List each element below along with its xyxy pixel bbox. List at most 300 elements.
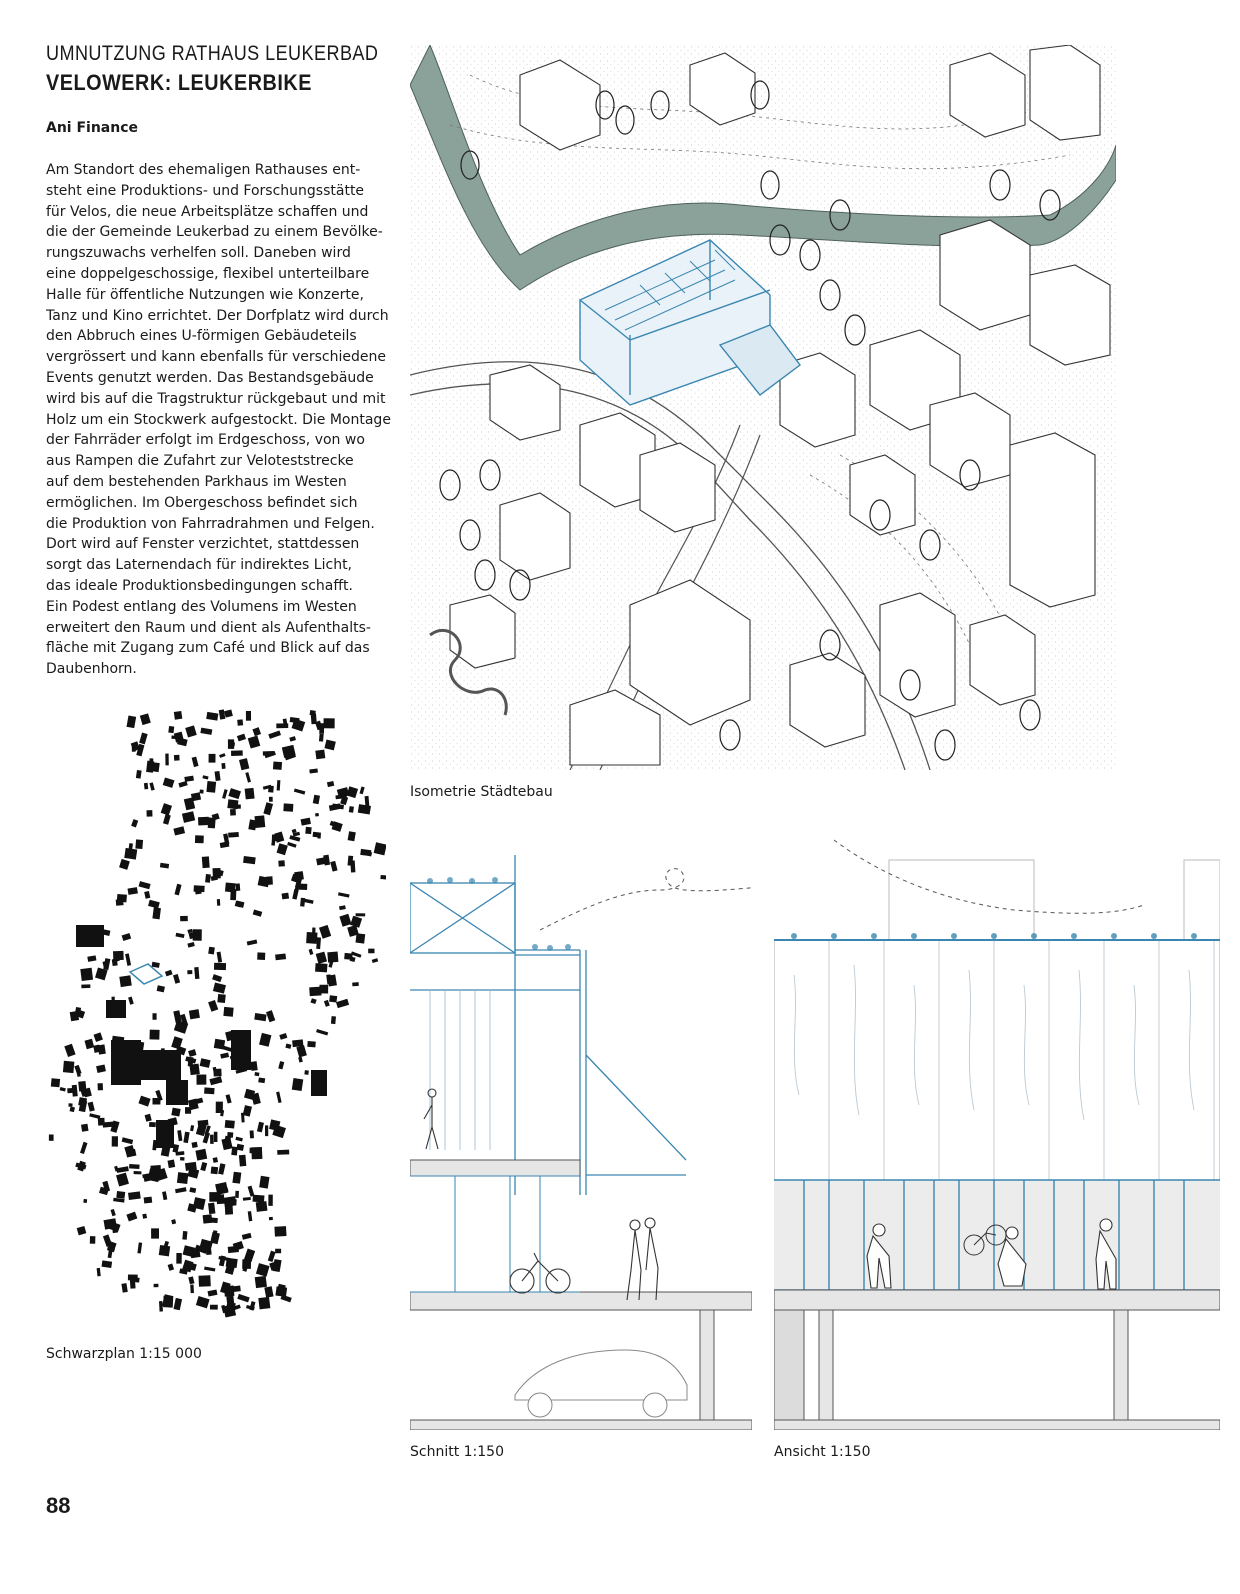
building-footprint bbox=[80, 968, 93, 981]
building-footprint bbox=[168, 1160, 176, 1169]
building-footprint bbox=[173, 1010, 181, 1023]
building-footprint bbox=[255, 815, 266, 828]
building-footprint bbox=[245, 772, 251, 782]
building-footprint bbox=[185, 1162, 197, 1171]
building-footprint bbox=[315, 750, 325, 760]
building-footprint bbox=[374, 842, 386, 855]
building-footprint bbox=[214, 963, 226, 970]
text-line: sorgt das Laternendach für indirektes Licht, bbox=[46, 557, 353, 574]
building-footprint bbox=[315, 963, 327, 972]
building-footprint bbox=[315, 813, 319, 816]
building-footprint bbox=[67, 1088, 74, 1093]
building-footprint bbox=[237, 719, 243, 725]
building-footprint bbox=[206, 712, 218, 721]
building-footprint bbox=[98, 1118, 105, 1126]
building-footprint bbox=[78, 1081, 86, 1092]
building-footprint bbox=[129, 1164, 140, 1169]
building-footprint bbox=[250, 1061, 257, 1071]
text-line: rungszuwachs verhelfen soll. Daneben wird bbox=[46, 245, 351, 262]
building-footprint bbox=[278, 1061, 284, 1069]
building-footprint bbox=[182, 1231, 187, 1240]
building-footprint bbox=[306, 932, 317, 944]
building-footprint bbox=[236, 883, 241, 891]
building-footprint bbox=[231, 1030, 251, 1070]
building-footprint bbox=[248, 1211, 253, 1221]
building-footprint bbox=[127, 716, 137, 729]
building-footprint bbox=[276, 723, 288, 728]
building-footprint bbox=[200, 728, 212, 735]
building-footprint bbox=[166, 1080, 188, 1105]
building-footprint bbox=[128, 1191, 141, 1200]
building-footprint bbox=[187, 970, 192, 974]
building-footprint bbox=[329, 995, 337, 1002]
building-footprint bbox=[310, 998, 316, 1004]
figure-ground-plan bbox=[46, 700, 386, 1320]
text-line: Halle für öffentliche Nutzungen wie Konzerte, bbox=[46, 286, 364, 303]
building-footprint bbox=[365, 796, 370, 806]
building-footprint bbox=[336, 999, 349, 1008]
building-footprint bbox=[226, 1094, 232, 1103]
building-footprint bbox=[97, 1268, 101, 1277]
building-footprint bbox=[116, 1173, 129, 1187]
building-footprint bbox=[98, 1044, 106, 1054]
building-footprint bbox=[135, 839, 143, 849]
building-footprint bbox=[174, 711, 183, 720]
building-footprint bbox=[146, 761, 154, 773]
building-footprint bbox=[217, 952, 223, 963]
building-footprint bbox=[218, 1163, 225, 1175]
building-footprint bbox=[264, 1286, 273, 1297]
building-footprint bbox=[289, 736, 296, 741]
building-footprint bbox=[275, 953, 286, 960]
building-footprint bbox=[165, 754, 168, 766]
building-footprint bbox=[255, 1276, 267, 1288]
building-footprint bbox=[106, 1000, 126, 1018]
building-footprint bbox=[209, 1192, 220, 1202]
building-footprint bbox=[225, 1198, 237, 1205]
building-footprint bbox=[276, 1092, 282, 1104]
building-footprint bbox=[165, 970, 173, 977]
text-line: das ideale Produktionsbedingungen schafft. bbox=[46, 577, 353, 594]
building-footprint bbox=[162, 1191, 167, 1200]
building-footprint bbox=[87, 955, 96, 961]
text-line: Ein Podest entlang des Volumens im Westen bbox=[46, 598, 357, 615]
building-footprint bbox=[149, 782, 154, 790]
building-footprint bbox=[259, 1033, 271, 1047]
building-footprint bbox=[266, 1010, 275, 1022]
building-footprint bbox=[137, 1242, 142, 1253]
building-footprint bbox=[208, 1203, 215, 1214]
building-footprint bbox=[128, 997, 134, 1005]
building-footprint bbox=[338, 892, 350, 897]
building-footprint bbox=[195, 835, 204, 843]
building-footprint bbox=[116, 1166, 128, 1173]
building-footprint bbox=[104, 1218, 117, 1229]
building-footprint bbox=[225, 1205, 233, 1214]
building-footprint bbox=[257, 1122, 264, 1133]
building-footprint bbox=[111, 1209, 116, 1216]
text-line: für Velos, die neue Arbeitsplätze schaffen und bbox=[46, 203, 369, 220]
building-footprint bbox=[246, 711, 251, 721]
building-footprint bbox=[192, 757, 199, 767]
building-footprint bbox=[254, 1072, 259, 1076]
building-footprint bbox=[200, 790, 204, 794]
building-footprint bbox=[160, 863, 169, 869]
building-footprint bbox=[219, 753, 225, 758]
building-footprint bbox=[154, 1284, 159, 1287]
building-footprint bbox=[223, 1046, 232, 1052]
building-footprint bbox=[210, 1135, 214, 1144]
building-footprint bbox=[252, 727, 261, 736]
building-footprint bbox=[177, 1172, 188, 1184]
building-footprint bbox=[277, 780, 281, 790]
building-footprint bbox=[237, 1294, 249, 1302]
building-footprint bbox=[184, 776, 194, 782]
text-line: der Fahrräder erfolgt im Erdgeschoss, von wo bbox=[46, 432, 365, 449]
text-line: wird bis auf die Tragstruktur rückgebaut und mit bbox=[46, 390, 386, 407]
building-footprint bbox=[265, 1125, 268, 1136]
building-footprint bbox=[202, 856, 210, 868]
building-footprint bbox=[254, 1013, 266, 1021]
building-footprint bbox=[256, 1263, 270, 1277]
text-line: die der Gemeinde Leukerbad zu einem Bevölke- bbox=[46, 224, 383, 241]
building-footprint bbox=[274, 1226, 286, 1237]
building-footprint bbox=[292, 889, 298, 900]
building-footprint bbox=[245, 788, 255, 800]
building-footprint bbox=[244, 1249, 255, 1262]
building-footprint bbox=[204, 1267, 215, 1272]
text-line: Am Standort des ehemaligen Rathauses ent- bbox=[46, 162, 361, 178]
building-footprint bbox=[150, 1165, 161, 1177]
building-footprint bbox=[144, 1197, 153, 1204]
building-footprint bbox=[183, 1245, 196, 1257]
building-footprint bbox=[313, 795, 320, 804]
building-footprint bbox=[49, 1135, 54, 1141]
text-line: den Abbruch eines U-förmigen Gebäudeteils bbox=[46, 328, 357, 345]
building-footprint bbox=[217, 899, 220, 906]
building-footprint bbox=[176, 933, 185, 938]
building-footprint bbox=[329, 803, 341, 811]
building-footprint bbox=[275, 1249, 281, 1254]
building-footprint bbox=[180, 1157, 184, 1161]
text-line: ermöglichen. Im Obergeschoss befindet sich bbox=[46, 494, 358, 511]
building-footprint bbox=[239, 1155, 246, 1167]
building-footprint bbox=[196, 1296, 210, 1308]
building-footprint bbox=[224, 710, 233, 718]
building-footprint bbox=[150, 1030, 160, 1040]
building-footprint bbox=[90, 1236, 96, 1244]
building-footprint bbox=[298, 1057, 303, 1063]
building-footprint bbox=[183, 1132, 189, 1143]
building-footprint bbox=[174, 884, 181, 896]
building-footprint bbox=[116, 899, 124, 906]
building-footprint bbox=[177, 1130, 182, 1141]
building-footprint bbox=[360, 787, 365, 795]
section-drawing bbox=[410, 855, 752, 1430]
text-line: aus Rampen die Zufahrt zur Veloteststrecke bbox=[46, 453, 354, 470]
building-footprint bbox=[259, 1176, 269, 1189]
building-footprint bbox=[352, 982, 359, 986]
building-footprint bbox=[96, 1064, 106, 1072]
building-footprint bbox=[206, 781, 216, 793]
building-footprint bbox=[173, 1298, 182, 1310]
building-footprint bbox=[239, 758, 249, 770]
building-footprint bbox=[51, 1078, 60, 1087]
building-footprint bbox=[112, 959, 118, 966]
building-footprint bbox=[256, 1201, 268, 1212]
building-footprint bbox=[258, 1078, 265, 1084]
building-footprint bbox=[258, 1297, 270, 1309]
building-footprint bbox=[140, 713, 151, 725]
building-footprint bbox=[197, 1075, 207, 1085]
building-footprint bbox=[168, 726, 174, 733]
building-footprint bbox=[287, 842, 296, 848]
building-footprint bbox=[243, 1197, 251, 1201]
building-footprint bbox=[225, 883, 236, 893]
building-footprint bbox=[88, 1102, 95, 1112]
building-footprint bbox=[112, 1136, 118, 1146]
caption-isometrie: Isometrie Städtebau bbox=[410, 784, 553, 800]
building-footprint bbox=[253, 910, 263, 917]
building-footprint bbox=[188, 1057, 194, 1067]
building-footprint bbox=[141, 1050, 181, 1080]
building-footprint bbox=[221, 763, 225, 769]
text-line: auf dem bestehenden Parkhaus im Westen bbox=[46, 473, 347, 490]
building-footprint bbox=[211, 1167, 219, 1175]
building-footprint bbox=[251, 1147, 262, 1159]
building-footprint bbox=[214, 1132, 218, 1142]
building-footprint bbox=[349, 806, 354, 813]
building-footprint bbox=[297, 884, 307, 891]
building-footprint bbox=[144, 891, 150, 899]
caption-schnitt: Schnitt 1:150 bbox=[410, 1444, 504, 1460]
building-footprint bbox=[151, 1228, 159, 1238]
building-footprint bbox=[311, 713, 317, 724]
building-footprint bbox=[248, 736, 261, 749]
building-footprint bbox=[173, 974, 180, 984]
building-footprint bbox=[189, 1009, 200, 1019]
building-footprint bbox=[269, 1217, 273, 1220]
building-footprint bbox=[152, 962, 160, 968]
building-footprint bbox=[85, 1039, 95, 1049]
building-footprint bbox=[94, 1032, 103, 1042]
building-footprint bbox=[134, 1171, 142, 1174]
building-footprint bbox=[113, 951, 124, 960]
text-line: erweitert den Raum und dient als Aufenthalts- bbox=[46, 619, 371, 636]
building-footprint bbox=[253, 1195, 265, 1203]
building-footprint bbox=[237, 734, 246, 742]
building-footprint bbox=[278, 860, 285, 866]
building-footprint bbox=[156, 1120, 174, 1148]
building-footprint bbox=[220, 1053, 229, 1059]
building-footprint bbox=[266, 876, 273, 885]
building-footprint bbox=[187, 942, 194, 948]
building-footprint bbox=[119, 975, 131, 987]
building-footprint bbox=[307, 1041, 315, 1047]
building-footprint bbox=[131, 819, 138, 827]
building-footprint bbox=[213, 1157, 218, 1163]
building-footprint bbox=[163, 814, 171, 825]
building-footprint bbox=[268, 730, 281, 738]
text-line: Dort wird auf Fenster verzichtet, stattdessen bbox=[46, 536, 360, 553]
building-footprint bbox=[122, 1137, 134, 1144]
building-footprint bbox=[304, 1070, 309, 1075]
building-footprint bbox=[309, 987, 321, 997]
building-footprint bbox=[176, 1253, 182, 1264]
building-footprint bbox=[195, 1149, 207, 1161]
building-footprint bbox=[209, 754, 216, 763]
building-footprint bbox=[139, 881, 151, 889]
building-footprint bbox=[213, 1069, 221, 1077]
building-footprint bbox=[126, 1212, 137, 1222]
text-line: vergrössert und kann ebenfalls für verschiedene bbox=[46, 349, 386, 366]
building-footprint bbox=[194, 967, 199, 979]
building-footprint bbox=[235, 1137, 243, 1142]
project-kicker: UMNUTZUNG RATHAUS LEUKERBAD bbox=[46, 42, 379, 65]
building-footprint bbox=[102, 1260, 113, 1268]
building-footprint bbox=[235, 901, 244, 908]
building-footprint bbox=[193, 929, 202, 940]
building-footprint bbox=[152, 907, 161, 919]
building-footprint bbox=[194, 885, 205, 892]
building-footprint bbox=[148, 900, 160, 909]
text-line: Holz um ein Stockwerk aufgestockt. Die Montage bbox=[46, 411, 391, 428]
building-footprint bbox=[189, 1187, 196, 1193]
building-footprint bbox=[294, 871, 304, 880]
building-footprint bbox=[112, 1228, 117, 1233]
building-footprint bbox=[268, 1195, 272, 1206]
text-line: eine doppelgeschossige, flexibel unterteilbare bbox=[46, 265, 370, 282]
building-footprint bbox=[208, 1289, 218, 1296]
building-footprint bbox=[111, 1040, 141, 1085]
building-footprint bbox=[83, 1199, 87, 1203]
building-footprint bbox=[139, 733, 148, 745]
building-footprint bbox=[190, 1285, 194, 1294]
building-footprint bbox=[81, 1124, 89, 1132]
building-footprint bbox=[63, 1061, 74, 1073]
building-footprint bbox=[119, 859, 130, 870]
building-footprint bbox=[279, 1033, 287, 1040]
building-footprint bbox=[231, 1147, 237, 1156]
building-footprint bbox=[205, 874, 211, 883]
building-footprint bbox=[145, 1114, 152, 1122]
building-footprint bbox=[173, 826, 185, 835]
building-footprint bbox=[208, 947, 215, 955]
building-footprint bbox=[136, 770, 142, 779]
building-footprint bbox=[74, 1065, 81, 1075]
building-footprint bbox=[208, 1000, 218, 1012]
building-footprint bbox=[233, 805, 241, 809]
project-title: VELOWERK: LEUKERBIKE bbox=[46, 70, 313, 95]
caption-schwarzplan: Schwarzplan 1:15 000 bbox=[46, 1346, 202, 1362]
building-footprint bbox=[339, 914, 351, 927]
building-footprint bbox=[116, 1191, 125, 1199]
building-footprint bbox=[350, 957, 356, 963]
building-footprint bbox=[304, 899, 314, 904]
building-footprint bbox=[285, 1044, 291, 1049]
building-footprint bbox=[330, 861, 337, 872]
building-footprint bbox=[217, 994, 225, 1003]
building-footprint bbox=[305, 827, 311, 834]
building-footprint bbox=[380, 875, 386, 880]
text-line: Daubenhorn. bbox=[46, 661, 137, 678]
building-footprint bbox=[80, 1142, 87, 1154]
text-line: steht eine Produktions- und Forschungsstätte bbox=[46, 182, 365, 199]
building-footprint bbox=[203, 1214, 213, 1223]
building-footprint bbox=[157, 985, 165, 992]
building-footprint bbox=[76, 925, 104, 947]
text-line: die Produktion von Fahrradrahmen und Felgen. bbox=[46, 515, 375, 532]
building-footprint bbox=[348, 856, 354, 866]
text-line: Tanz und Kino errichtet. Der Dorfplatz wird durch bbox=[46, 307, 389, 324]
building-footprint bbox=[128, 887, 138, 895]
building-footprint bbox=[153, 1013, 157, 1020]
building-footprint bbox=[351, 951, 362, 957]
building-footprint bbox=[188, 1276, 194, 1284]
building-footprint bbox=[177, 738, 188, 747]
building-footprint bbox=[98, 1083, 104, 1090]
building-footprint bbox=[339, 905, 346, 910]
building-footprint bbox=[228, 788, 241, 799]
building-footprint bbox=[175, 1187, 187, 1193]
building-footprint bbox=[257, 952, 265, 960]
building-footprint bbox=[77, 1226, 87, 1235]
building-footprint bbox=[202, 775, 208, 779]
building-footprint bbox=[149, 1122, 156, 1127]
building-footprint bbox=[161, 803, 172, 815]
building-footprint bbox=[68, 1103, 72, 1106]
building-footprint bbox=[277, 843, 288, 855]
building-footprint bbox=[327, 781, 334, 787]
building-footprint bbox=[316, 952, 327, 964]
building-footprint bbox=[213, 983, 226, 994]
building-footprint bbox=[222, 789, 228, 799]
building-footprint bbox=[294, 789, 305, 795]
building-footprint bbox=[296, 1045, 307, 1057]
building-footprint bbox=[185, 725, 197, 737]
building-footprint bbox=[243, 856, 256, 864]
building-footprint bbox=[324, 1000, 330, 1007]
building-footprint bbox=[199, 1275, 211, 1287]
building-footprint bbox=[228, 739, 234, 749]
building-footprint bbox=[242, 1233, 252, 1240]
building-footprint bbox=[223, 1007, 233, 1017]
building-footprint bbox=[327, 952, 338, 963]
building-footprint bbox=[231, 750, 243, 756]
building-footprint bbox=[232, 1172, 241, 1184]
building-footprint bbox=[163, 778, 175, 788]
building-footprint bbox=[301, 818, 311, 826]
building-footprint bbox=[309, 949, 314, 955]
building-footprint bbox=[215, 771, 221, 781]
building-footprint bbox=[219, 709, 226, 719]
building-footprint bbox=[247, 940, 258, 946]
building-footprint bbox=[212, 974, 222, 982]
building-footprint bbox=[209, 1076, 222, 1085]
building-footprint bbox=[319, 925, 331, 939]
text-line: fläche mit Zugang zum Café und Blick auf das bbox=[46, 640, 370, 657]
building-footprint bbox=[356, 913, 366, 916]
building-footprint bbox=[324, 718, 335, 728]
building-footprint bbox=[159, 1301, 163, 1312]
building-footprint bbox=[300, 898, 305, 907]
building-footprint bbox=[210, 1305, 218, 1310]
building-footprint bbox=[355, 933, 365, 943]
page-number: 88 bbox=[46, 1493, 71, 1518]
author-name: Ani Finance bbox=[46, 120, 139, 136]
building-footprint bbox=[182, 811, 195, 823]
building-footprint bbox=[372, 958, 379, 963]
